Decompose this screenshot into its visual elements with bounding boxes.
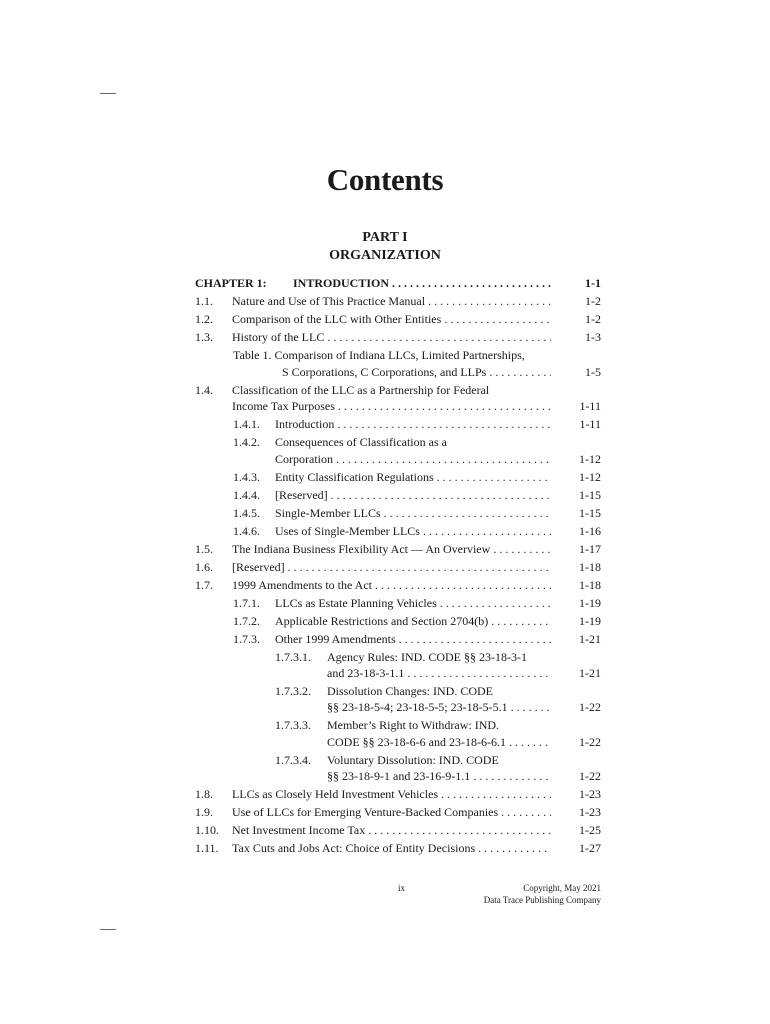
toc-entry-number: 1.7.3.4. [275, 752, 311, 767]
toc-entry[interactable] [195, 717, 601, 750]
toc-entry-page: 1-22 [579, 700, 601, 715]
dot-leader [498, 805, 551, 819]
toc-entry-title: §§ 23-18-5-4; 23-18-5-5; 23-18-5-5.1 [327, 700, 508, 715]
toc-entry-number: 1.4.3. [233, 469, 260, 484]
dot-leader [506, 735, 551, 749]
toc-entry-title: Consequences of Classification as a [275, 435, 447, 450]
toc-entry-title: Dissolution Changes: IND. CODE [327, 684, 493, 699]
toc-entry-title: Table 1. Comparison of Indiana LLCs, Limited Partnerships, [233, 348, 525, 363]
toc-entry-page: 1-16 [579, 523, 601, 538]
toc-entry-number: 1.2. [195, 312, 213, 327]
table-of-contents [195, 275, 601, 858]
toc-entry[interactable] [195, 559, 601, 575]
toc-entry-page: 1-15 [579, 487, 601, 502]
toc-entry-number: 1.7.3.2. [275, 684, 311, 699]
toc-entry-title: The Indiana Business Flexibility Act — An Overview [232, 541, 491, 556]
toc-entries [195, 293, 601, 858]
toc-entry-page: 1-2 [585, 312, 601, 327]
toc-entry[interactable] [195, 786, 601, 802]
toc-entry-page: 1-18 [579, 577, 601, 592]
publisher-name: Data Trace Publishing Company [483, 895, 601, 905]
toc-entry-page: 1-18 [579, 559, 601, 574]
chapter-label: CHAPTER 1: [195, 276, 267, 290]
crop-mark-top [100, 93, 116, 94]
toc-entry-title: LLCs as Closely Held Investment Vehicles [232, 787, 439, 802]
toc-entry-page: 1-19 [579, 595, 601, 610]
toc-entry-number: 1.10. [195, 823, 219, 838]
dot-leader [285, 560, 551, 574]
toc-entry[interactable] [195, 416, 601, 432]
toc-entry-number: 1.1. [195, 294, 213, 309]
toc-entry[interactable] [195, 329, 601, 345]
dot-leader [438, 787, 551, 801]
toc-entry[interactable] [195, 469, 601, 485]
part-heading [0, 229, 770, 265]
toc-entry-title: and 23-18-3-1.1 [327, 666, 405, 681]
toc-entry-title: CODE §§ 23-18-6-6 and 23-18-6-6.1 [327, 734, 506, 749]
toc-entry[interactable] [195, 347, 601, 380]
dot-leader [365, 823, 551, 837]
toc-entry[interactable] [195, 752, 601, 785]
toc-entry-number: 1.4.5. [233, 505, 260, 520]
toc-entry-number: 1.4.2. [233, 435, 260, 450]
toc-entry-number: 1.4. [195, 382, 213, 397]
toc-entry[interactable] [195, 683, 601, 716]
crop-mark-bottom [100, 929, 116, 930]
toc-entry-page: 1-25 [579, 823, 601, 838]
chapter-title: INTRODUCTION [293, 276, 390, 290]
dot-leader [334, 417, 551, 431]
dot-leader [488, 614, 551, 628]
dot-leader [333, 452, 551, 466]
copyright-block [470, 882, 601, 906]
toc-entry-number: 1.4.1. [233, 417, 260, 432]
dot-leader [372, 578, 551, 592]
part-number: PART I [362, 230, 408, 245]
toc-entry-title: 1999 Amendments to the Act [232, 577, 372, 592]
toc-entry-title: §§ 23-18-9-1 and 23-16-9-1.1 [327, 769, 471, 784]
toc-entry-number: 1.11. [195, 841, 219, 856]
toc-entry[interactable] [195, 822, 601, 838]
toc-entry-title: Net Investment Income Tax [232, 823, 366, 838]
toc-entry-number: 1.4.6. [233, 523, 260, 538]
toc-entry[interactable] [195, 804, 601, 820]
toc-entry-page: 1-2 [585, 294, 601, 309]
dot-leader [335, 399, 551, 413]
toc-entry[interactable] [195, 523, 601, 539]
toc-entry-number: 1.8. [195, 787, 213, 802]
toc-entry-title: Tax Cuts and Jobs Act: Choice of Entity Decisions [232, 841, 476, 856]
toc-entry-page: 1-21 [579, 631, 601, 646]
toc-entry-page: 1-12 [579, 451, 601, 466]
toc-entry-title: Introduction [275, 417, 335, 432]
toc-entry[interactable] [195, 613, 601, 629]
toc-entry-title: Applicable Restrictions and Section 2704(b) [275, 613, 489, 628]
toc-entry-title: Agency Rules: IND. CODE §§ 23-18-3-1 [327, 649, 527, 664]
toc-entry-page: 1-22 [579, 734, 601, 749]
toc-entry-title: Corporation [275, 451, 333, 466]
toc-entry-title: Voluntary Dissolution: IND. CODE [327, 752, 499, 767]
page-title: Contents [326, 162, 444, 197]
toc-entry-title: Uses of Single-Member LLCs [275, 523, 420, 538]
toc-entry-page: 1-5 [585, 364, 601, 379]
toc-entry[interactable] [195, 595, 601, 611]
toc-entry-page: 1-3 [585, 330, 601, 345]
toc-entry-title: Entity Classification Regulations [275, 469, 434, 484]
toc-entry-page: 1-17 [579, 541, 601, 556]
toc-entry[interactable] [195, 631, 601, 647]
toc-entry[interactable] [195, 505, 601, 521]
dot-leader [396, 632, 551, 646]
toc-entry-page: 1-12 [579, 469, 601, 484]
dot-leader [404, 666, 551, 680]
toc-entry-title: Member’s Right to Withdraw: IND. [327, 718, 500, 733]
chapter-row[interactable] [195, 275, 601, 291]
toc-entry-page: 1-19 [579, 613, 601, 628]
toc-entry-page: 1-23 [579, 787, 601, 802]
toc-entry-page: 1-15 [579, 505, 601, 520]
dot-leader [490, 542, 551, 556]
toc-entry-page: 1-11 [579, 399, 601, 414]
toc-entry-number: 1.3. [195, 330, 213, 345]
part-name: ORGANIZATION [329, 248, 441, 263]
toc-entry-title: Comparison of the LLC with Other Entities [232, 312, 442, 327]
toc-entry-number: 1.7.1. [233, 595, 260, 610]
toc-entry[interactable] [195, 434, 601, 467]
copyright-text: Copyright, May 2021 [523, 883, 601, 893]
toc-entry-number: 1.7.3.1. [275, 649, 311, 664]
dot-leader [328, 488, 551, 502]
dot-leader [475, 841, 551, 855]
toc-entry-number: 1.7.3. [233, 631, 260, 646]
toc-entry-title: [Reserved] [275, 487, 328, 502]
toc-entry[interactable] [195, 577, 601, 593]
dot-leader [420, 524, 551, 538]
toc-entry-number: 1.9. [195, 805, 213, 820]
toc-entry-title: Nature and Use of This Practice Manual [232, 294, 426, 309]
dot-leader [425, 294, 551, 308]
dot-leader [434, 470, 551, 484]
dot-leader [441, 312, 551, 326]
toc-entry-title: [Reserved] [232, 559, 285, 574]
toc-entry-number: 1.6. [195, 559, 213, 574]
toc-entry-page: 1-22 [579, 769, 601, 784]
dot-leader [437, 596, 551, 610]
toc-entry-number: 1.7.2. [233, 613, 260, 628]
toc-entry[interactable] [195, 487, 601, 503]
toc-entry-title: S Corporations, C Corporations, and LLPs [282, 364, 487, 379]
toc-entry-title: History of the LLC [232, 330, 325, 345]
page-number: ix [398, 883, 406, 893]
toc-entry-title: Other 1999 Amendments [275, 631, 396, 646]
dot-leader [508, 700, 551, 714]
toc-entry[interactable] [195, 311, 601, 327]
toc-entry-number: 1.4.4. [233, 487, 260, 502]
toc-entry-page: 1-11 [579, 417, 601, 432]
dot-leader [470, 769, 551, 783]
toc-entry-title: LLCs as Estate Planning Vehicles [275, 595, 437, 610]
toc-entry-number: 1.7. [195, 577, 213, 592]
toc-entry-page: 1-21 [579, 666, 601, 681]
toc-entry-number: 1.5. [195, 541, 213, 556]
toc-entry-title: Single-Member LLCs [275, 505, 381, 520]
dot-leader [486, 365, 551, 379]
toc-entry[interactable] [195, 293, 601, 309]
toc-entry-page: 1-23 [579, 805, 601, 820]
toc-entry-title: Income Tax Purposes [232, 399, 335, 414]
chapter-page: 1-1 [585, 276, 601, 290]
toc-entry-page: 1-27 [579, 841, 601, 856]
dot-leader [381, 506, 551, 520]
toc-entry[interactable] [195, 840, 601, 856]
toc-entry-number: 1.7.3.3. [275, 718, 311, 733]
toc-entry[interactable] [195, 541, 601, 557]
toc-entry-title: Use of LLCs for Emerging Venture-Backed Companies [232, 805, 499, 820]
toc-entry[interactable] [195, 649, 601, 682]
toc-entry-title: Classification of the LLC as a Partnership for Federal [232, 382, 490, 397]
toc-entry[interactable] [195, 382, 601, 415]
dot-leader [324, 330, 551, 344]
